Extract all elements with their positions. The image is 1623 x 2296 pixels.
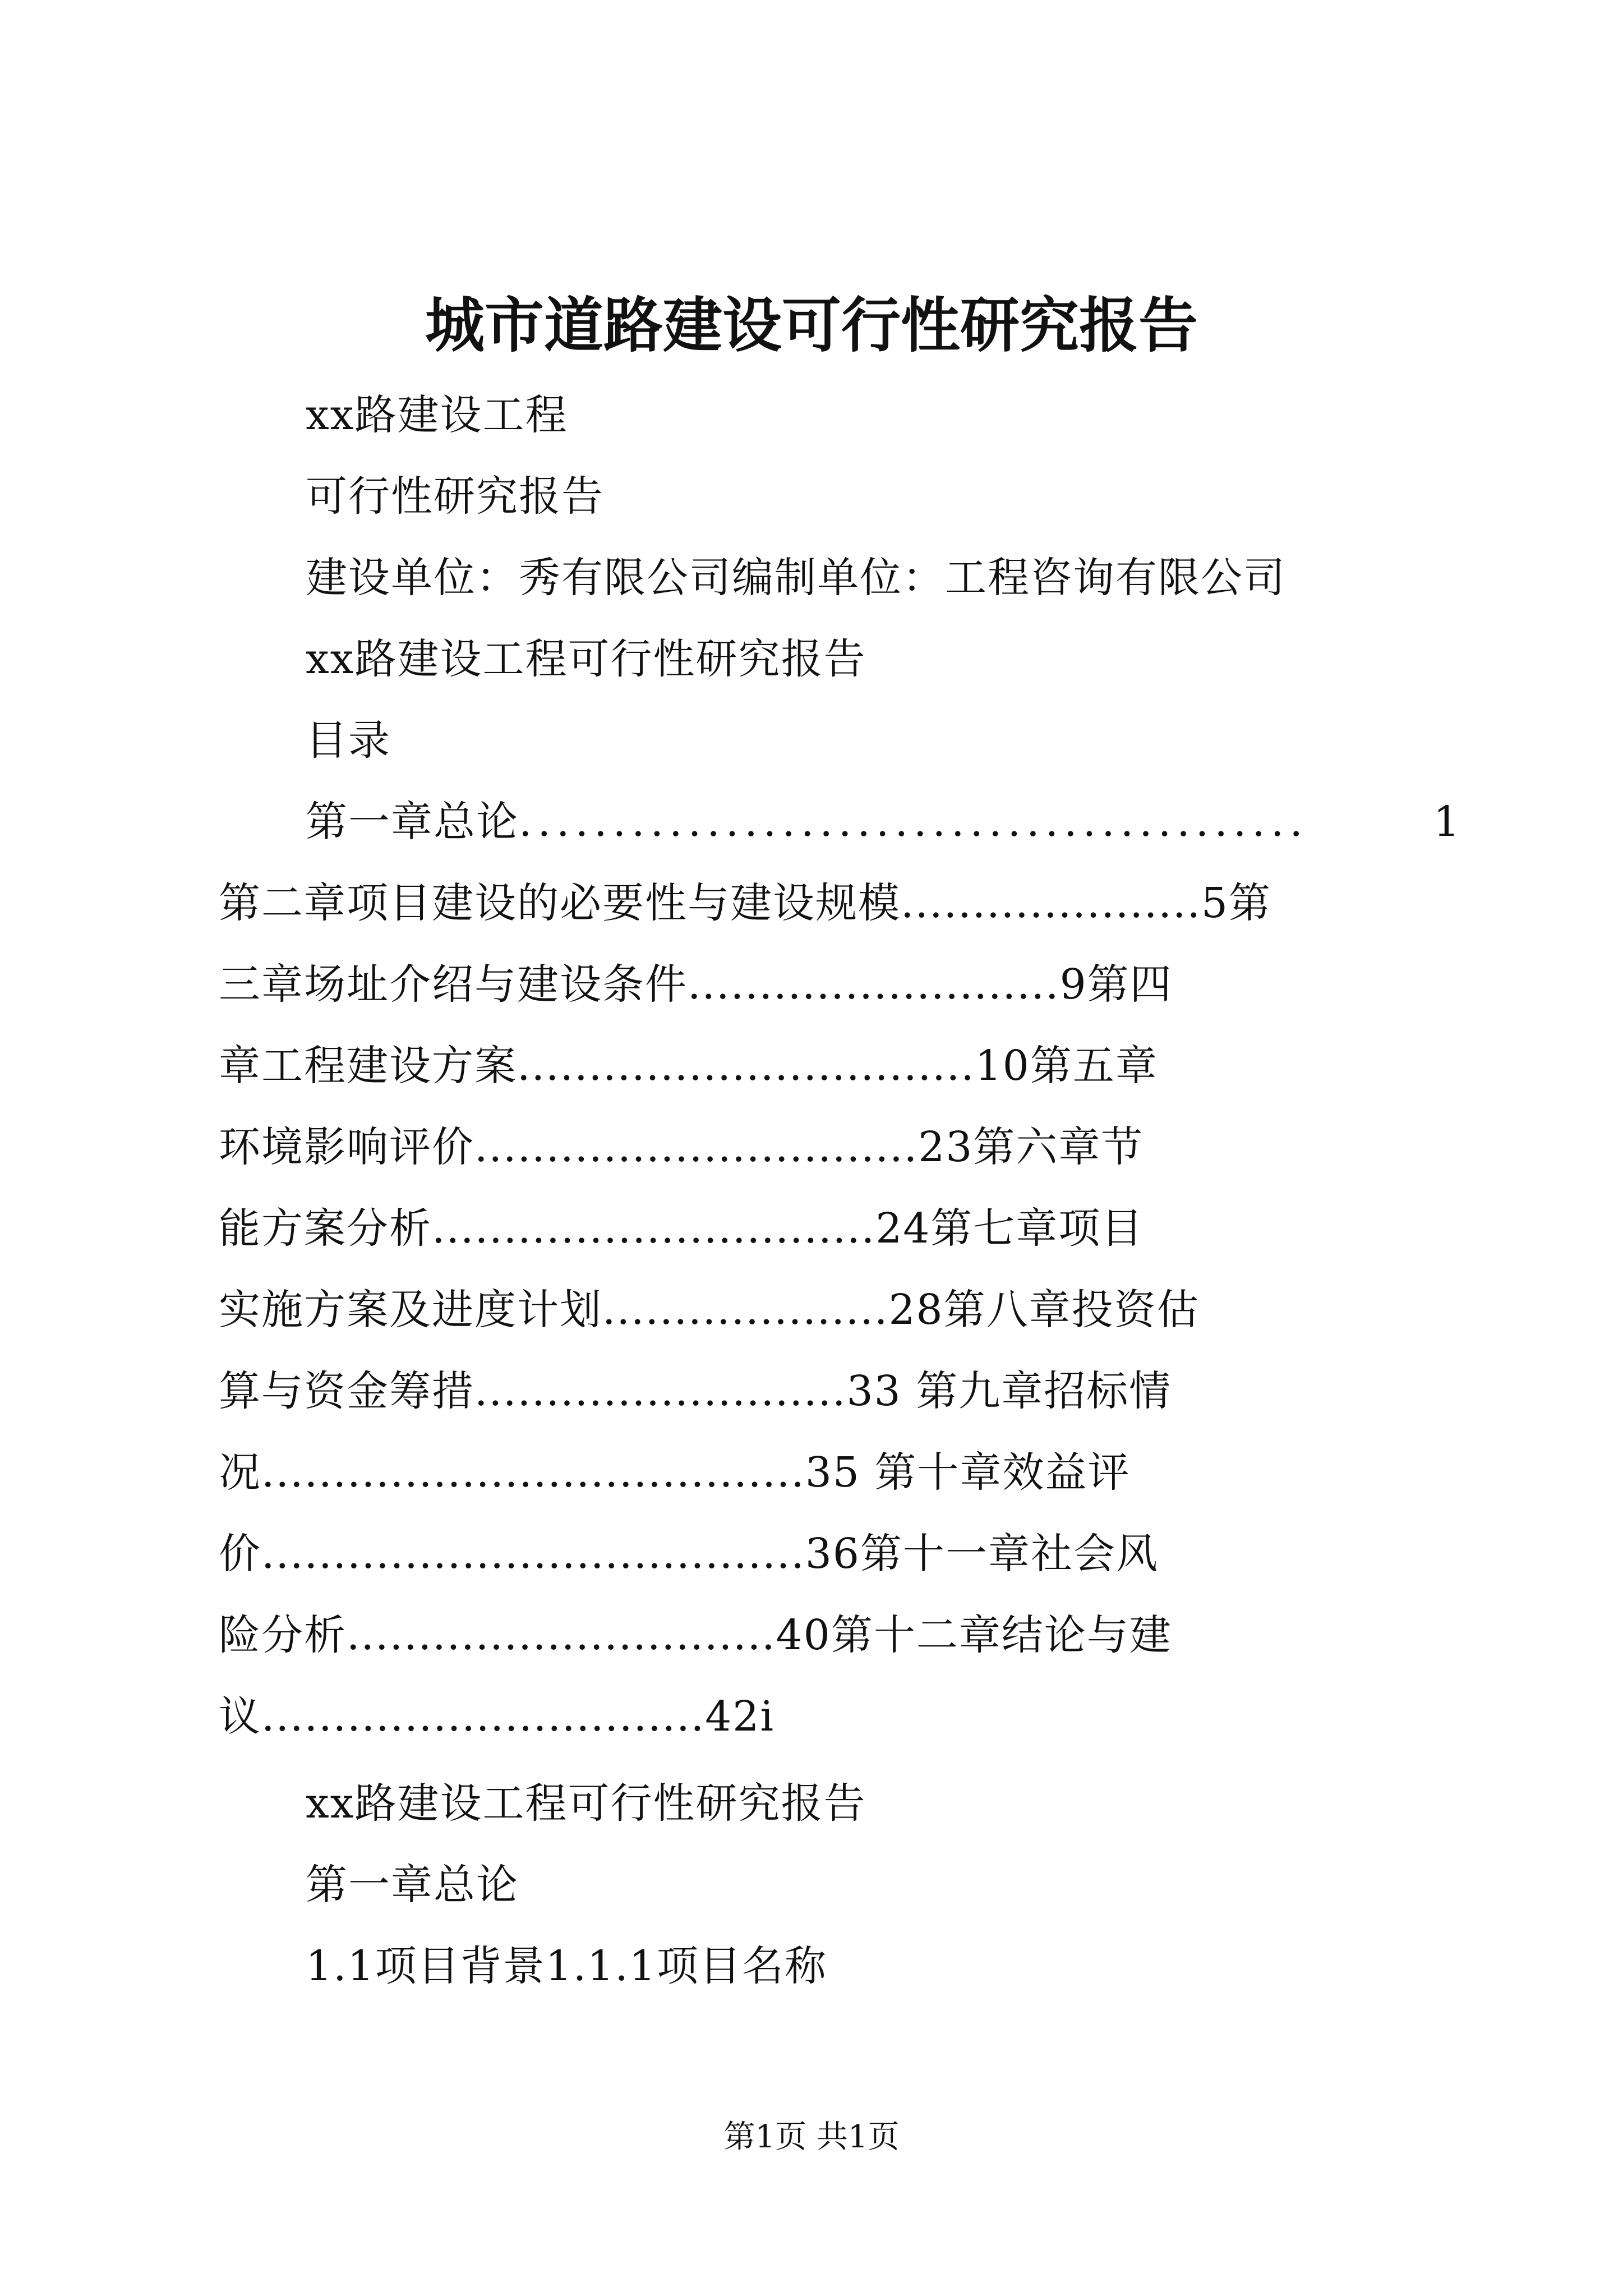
chapter-heading: 第一章总论 xyxy=(306,1861,519,1909)
toc-entry-page: 1 xyxy=(1433,798,1461,846)
units-line: 建设单位：秀有限公司编制单位：工程咨询有限公司 xyxy=(306,554,1286,602)
toc-line: 况......................................35 第十章效益评 xyxy=(219,1448,1131,1497)
report-title-line: xx路建设工程可行性研究报告 xyxy=(306,635,866,683)
document-title: 城市道路建设可行性研究报告 xyxy=(425,290,1198,360)
section-heading: 1.1项目背景1.1.1项目名称 xyxy=(306,1942,827,1990)
toc-line: 章工程建设方案................................10第五章 xyxy=(219,1042,1158,1090)
toc-line: 能方案分析...............................24第七章项目 xyxy=(219,1204,1144,1253)
page-footer: 第1页 共1页 xyxy=(723,2119,900,2155)
toc-entry-label: 第一章总论 xyxy=(306,798,519,846)
report-type-line: 可行性研究报告 xyxy=(306,472,604,521)
toc-line: 第二章项目建设的必要性与建设规模.....................5第 xyxy=(219,879,1272,927)
toc-line: 算与资金筹措..........................33 第九章招标情 xyxy=(219,1367,1172,1415)
toc-line: 三章场址介绍与建设条件..........................9第四 xyxy=(219,960,1173,1009)
toc-line: 议...............................42i xyxy=(219,1692,775,1741)
toc-line: 险分析..............................40第十二章结论与建 xyxy=(219,1611,1172,1659)
toc-heading: 目录 xyxy=(306,716,391,765)
section-report-title: xx路建设工程可行性研究报告 xyxy=(306,1779,866,1828)
project-name-line: xx路建设工程 xyxy=(306,391,568,439)
toc-line: 环境影响评价...............................23第六章节 xyxy=(219,1123,1144,1171)
toc-line: 价......................................36第十一章社会风 xyxy=(219,1530,1159,1578)
toc-leader-dots: .......................................... xyxy=(519,798,1308,846)
toc-line: 实施方案及进度计划....................28第八章投资估 xyxy=(219,1286,1200,1334)
toc-entry-chapter-1 xyxy=(306,794,1461,850)
